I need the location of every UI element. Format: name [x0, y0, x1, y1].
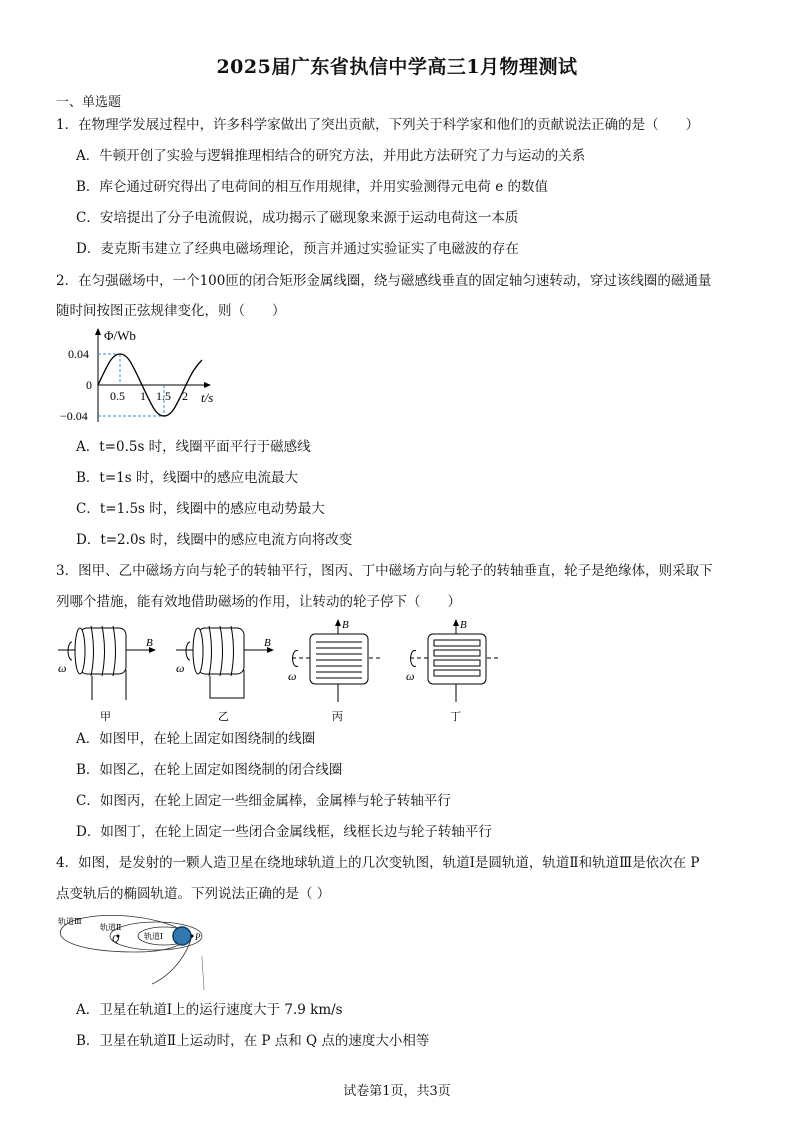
wheels-figure [56, 618, 526, 726]
question-1-option-c: C．安培提出了分子电流假说，成功揭示了磁现象来源于运动电荷这一本质 [76, 210, 519, 226]
question-2-stem-line-2: 随时间按图正弦规律变化，则（ ） [56, 303, 286, 319]
y-tick-min: −0.04 [60, 409, 88, 423]
wheel-bing [288, 619, 380, 723]
y-axis-label: Φ/Wb [104, 328, 136, 343]
orbit-3-label: 轨道Ⅲ [58, 917, 82, 926]
svg-text:B: B [264, 637, 271, 649]
orbit-figure [56, 912, 216, 992]
page-title: 2025届广东省执信中学高三1月物理测试 [216, 56, 578, 78]
question-2-option-b: B．t=1s 时，线圈中的感应电流最大 [76, 470, 298, 486]
question-1-option-d: D．麦克斯韦建立了经典电磁场理论，预言并通过实验证实了电磁波的存在 [76, 241, 519, 257]
y-tick-zero: 0 [86, 378, 92, 392]
question-3-option-d: D．如图丁，在轮上固定一些闭合金属线框，线框长边与轮子转轴平行 [76, 824, 492, 840]
point-p-label: P [195, 932, 201, 942]
wheel-ding [406, 619, 498, 723]
wheel-jia [58, 626, 156, 723]
page-footer: 试卷第1页，共3页 [343, 1084, 451, 1099]
question-2-option-d: D．t=2.0s 时，线圈中的感应电流方向将改变 [76, 532, 353, 548]
question-2-option-a: A．t=0.5s 时，线圈平面平行于磁感线 [76, 439, 311, 455]
question-1-option-a: A．牛顿开创了实验与逻辑推理相结合的研究方法，并用此方法研究了力与运动的关系 [76, 148, 586, 164]
svg-text:ω: ω [406, 669, 415, 683]
question-4-option-a: A．卫星在轨道Ⅰ上的运行速度大于 7.9 km/s [76, 1002, 343, 1018]
question-2-stem-line-1: 2．在匀强磁场中，一个100匝的闭合矩形金属线圈，绕与磁感线垂直的固定轴匀速转动，穿过该线圈的磁通量 [56, 273, 712, 289]
y-tick-max: 0.04 [68, 347, 89, 361]
svg-text:ω: ω [176, 661, 185, 675]
label-ding: 丁 [450, 711, 461, 723]
wheel-yi [176, 626, 274, 723]
x-axis-label: t/s [201, 390, 214, 405]
orbit-1-label: 轨道Ⅰ [144, 932, 164, 941]
label-jia: 甲 [100, 711, 111, 723]
question-4-stem-line-1: 4．如图，是发射的一颗人造卫星在绕地球轨道上的几次变轨图，轨道Ⅰ是圆轨道，轨道Ⅱ和轨道Ⅲ是依次在 P [56, 855, 700, 871]
svg-text:B: B [460, 619, 467, 631]
question-3-option-b: B．如图乙，在轮上固定如图绕制的闭合线圈 [76, 762, 343, 778]
question-3-stem-line-2: 列哪个措施，能有效地借助磁场的作用，让转动的轮子停下（ ） [56, 594, 461, 610]
earth [173, 927, 191, 945]
question-3-option-a: A．如图甲，在轮上固定如图绕制的线圈 [76, 731, 316, 747]
question-3-stem-line-1: 3．图甲、乙中磁场方向与轮子的转轴平行，图丙、丁中磁场方向与轮子的转轴垂直，轮子是绝缘体，则采取下 [56, 563, 713, 579]
x-tick-1: 1 [140, 389, 146, 403]
question-4-stem-line-2: 点变轨后的椭圆轨道。下列说法正确的是（ ） [56, 886, 331, 902]
svg-text:ω: ω [288, 669, 297, 683]
question-1-stem: 1．在物理学发展过程中，许多科学家做出了突出贡献，下列关于科学家和他们的贡献说法正确的是（ ） [56, 117, 700, 133]
x-tick-1-5: 1.5 [156, 389, 171, 403]
label-bing: 丙 [332, 711, 343, 723]
x-tick-2: 2 [182, 389, 188, 403]
question-1-option-b: B．库仑通过研究得出了电荷间的相互作用规律，并用实验测得元电荷 e 的数值 [76, 179, 548, 195]
question-3-option-c: C．如图丙，在轮上固定一些细金属棒，金属棒与轮子转轴平行 [76, 793, 451, 809]
question-4-option-b: B．卫星在轨道Ⅱ上运动时，在 P 点和 Q 点的速度大小相等 [76, 1033, 430, 1049]
flux-time-graph [56, 326, 236, 426]
svg-text:ω: ω [58, 661, 67, 675]
svg-text:B: B [146, 637, 153, 649]
section-heading: 一、单选题 [56, 95, 122, 110]
point-q-label: Q [112, 934, 120, 945]
orbit-2-label: 轨道Ⅱ [100, 923, 122, 932]
x-tick-0-5: 0.5 [110, 389, 125, 403]
svg-text:B: B [342, 619, 349, 631]
label-yi: 乙 [218, 711, 229, 723]
question-2-option-c: C．t=1.5s 时，线圈中的感应电动势最大 [76, 501, 325, 517]
